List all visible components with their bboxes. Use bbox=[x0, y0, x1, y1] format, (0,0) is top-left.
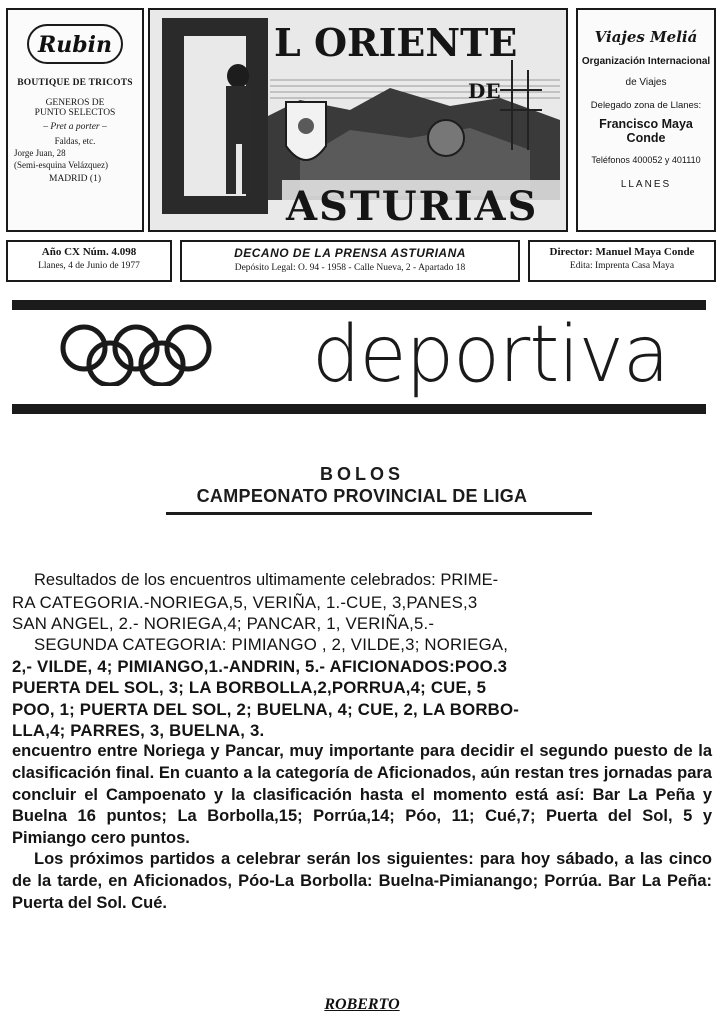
headline-rule bbox=[166, 512, 592, 515]
director: Director: Manuel Maya Conde bbox=[549, 246, 695, 258]
results-line: LLA,4; PARRES, 3, BUELNA, 3. bbox=[12, 721, 265, 741]
banner-bar-bottom bbox=[12, 404, 706, 414]
paragraph: Resultados de los encuentros ultimamente celebrados: PRIME- bbox=[34, 571, 499, 589]
advert-viajes-melia bbox=[576, 8, 716, 232]
advert-line: de Viajes bbox=[625, 77, 667, 88]
masthead-title-top: L ORIENTE bbox=[274, 20, 518, 65]
advert-line: – Pret a porter – bbox=[43, 122, 107, 132]
masthead bbox=[148, 8, 568, 232]
tagline: DECANO DE LA PRENSA ASTURIANA bbox=[234, 246, 466, 260]
advert-line: PUNTO SELECTOS bbox=[34, 108, 116, 118]
advert-line: LLANES bbox=[620, 179, 672, 190]
advert-line: Organización Internacional bbox=[581, 56, 711, 67]
results-line: PUERTA DEL SOL, 3; LA BORBOLLA,2,PORRUA,4; CUE, 5 bbox=[12, 678, 487, 698]
advert-line: BOUTIQUE DE TRICOTS bbox=[17, 78, 133, 88]
publisher: Edita: Imprenta Casa Maya bbox=[569, 261, 675, 271]
results-line: POO, 1; PUERTA DEL SOL, 2; BUELNA, 4; CUE, 2, LA BORBO- bbox=[12, 699, 520, 719]
advert-line: Delegado zona de Llanes: bbox=[590, 100, 702, 111]
advert-line: GENEROS DE bbox=[45, 98, 105, 108]
paragraph: encuentro entre Noriega y Pancar, muy importante para decidir el segundo puesto de la clasificación final. En cuanto a la categoría de Aficionados, aún restan tres jornadas para concluir el Campoenato y la clasificación hasta el momento está así: Bar La Peña y Buelna 16 puntos; La Borbolla,15; Porrúa,14; Póo, 11; Cué,7; Puerta del Sol, 5 y Pimiango cero puntos. bbox=[12, 742, 712, 847]
article-kicker: BOLOS bbox=[319, 464, 404, 484]
advert-line: MADRID (1) bbox=[49, 174, 101, 184]
rubin-logo: Rubin bbox=[27, 24, 123, 64]
legal-deposit: Depósito Legal: O. 94 - 1958 - Calle Nueva, 2 - Apartado 18 bbox=[234, 263, 466, 273]
paper-tagline bbox=[180, 240, 520, 282]
advert-line: Jorge Juan, 28 bbox=[14, 148, 66, 158]
results-line: SEGUNDA CATEGORIA: PIMIANGO , 2, VILDE,3; NORIEGA, bbox=[34, 635, 509, 655]
section-banner bbox=[12, 296, 706, 424]
paragraph: Los próximos partidos a celebrar serán los siguientes: para hoy sábado, a las cinco de la tarde, en Aficionados, Póo-La Borbolla: Buelna-Pimianango; Porrúa. Bar La Peña: Puerta del Sol. Cué. bbox=[12, 850, 712, 912]
editorial-info bbox=[528, 240, 716, 282]
masthead-illustration bbox=[150, 10, 568, 232]
author-signature: ROBERTO bbox=[324, 996, 400, 1013]
results-line: 2,- VILDE, 4; PIMIANGO,1.-ANDRIN, 5.- AFICIONADOS:POO.3 bbox=[12, 656, 508, 676]
issue-info bbox=[6, 240, 172, 282]
issue-date: Llanes, 4 de Junio de 1977 bbox=[38, 261, 140, 271]
advert-line: Francisco Maya Conde bbox=[599, 117, 693, 145]
results-line: RA CATEGORIA.-NORIEGA,5, VERIÑA, 1.-CUE, 3,PANES,3 bbox=[12, 592, 478, 612]
article-headline: CAMPEONATO PROVINCIAL DE LIGA bbox=[196, 486, 528, 506]
advert-line: Faldas, etc. bbox=[54, 136, 96, 146]
advert-rubin bbox=[6, 8, 144, 232]
masthead-title-de: DE bbox=[468, 79, 501, 103]
olympic-rings-icon bbox=[54, 322, 244, 386]
results-line: SAN ANGEL, 2.- NORIEGA,4; PANCAR, 1, VERIÑA,5.- bbox=[12, 614, 435, 633]
advert-line: (Semi-esquina Velázquez) bbox=[14, 160, 109, 170]
advert-line: Teléfonos 400052 y 401110 bbox=[591, 155, 701, 165]
article-body bbox=[12, 570, 712, 914]
masthead-title-bottom: ASTURIAS bbox=[286, 183, 539, 230]
issue-number: Año CX Núm. 4.098 bbox=[41, 246, 137, 258]
banner-bar-top bbox=[12, 300, 706, 310]
advert-title: Viajes Meliá bbox=[594, 28, 698, 46]
section-title: deportiva bbox=[312, 310, 669, 400]
